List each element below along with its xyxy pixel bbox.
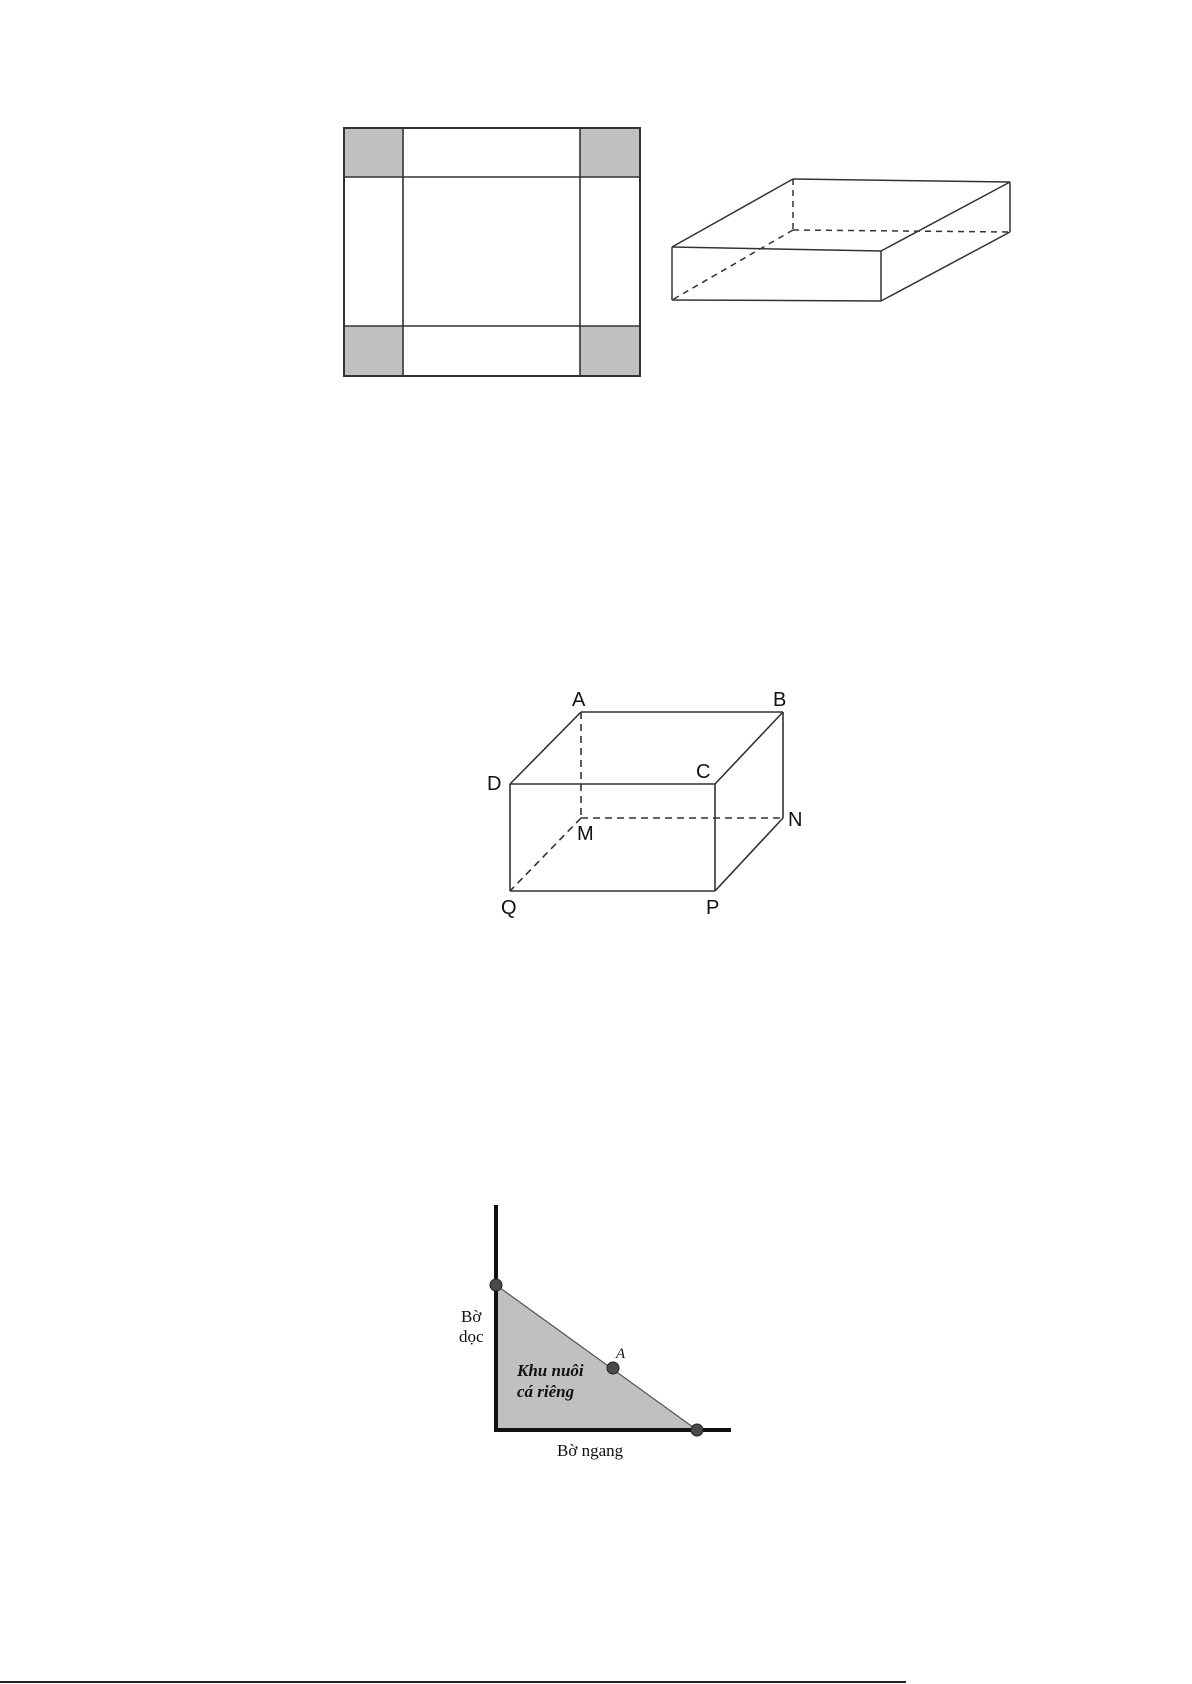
cardboard-sheet-figure bbox=[344, 128, 640, 376]
corner-square-bottom-left bbox=[344, 326, 403, 376]
box-edge bbox=[793, 179, 1010, 182]
fish-area-label-line1: Khu nuôi bbox=[517, 1361, 584, 1380]
vertex-label-D: D bbox=[487, 773, 502, 795]
vertex-label-B: B bbox=[773, 689, 787, 711]
corner-square-top-right bbox=[580, 128, 640, 177]
corner-square-top-left bbox=[344, 128, 403, 177]
point-A-label: A bbox=[616, 1346, 626, 1362]
vertex-label-A: A bbox=[572, 689, 586, 711]
edge-BC bbox=[715, 712, 783, 784]
rectangular-box-figure bbox=[510, 712, 783, 891]
vertex-label-Q: Q bbox=[501, 897, 517, 919]
box-hidden-edge bbox=[672, 230, 793, 300]
open-box-figure bbox=[672, 179, 1010, 301]
pond-corner-figure bbox=[490, 1205, 731, 1436]
box-edge bbox=[672, 247, 881, 251]
box-hidden-edge bbox=[793, 230, 1010, 232]
box-edge bbox=[881, 232, 1010, 301]
point-on-horizontal-bank bbox=[691, 1424, 703, 1436]
box-edge bbox=[881, 182, 1010, 251]
horizontal-bank-label: Bờ ngang bbox=[557, 1441, 624, 1460]
vertical-bank-label-line1: Bờ bbox=[461, 1307, 482, 1326]
fish-area-label-line2: cá riêng bbox=[517, 1382, 575, 1401]
point-on-vertical-bank bbox=[490, 1279, 502, 1291]
vertex-label-M: M bbox=[577, 823, 594, 845]
edge-AD bbox=[510, 712, 581, 784]
vertex-label-C: C bbox=[696, 761, 711, 783]
corner-square-bottom-right bbox=[580, 326, 640, 376]
edge-PN bbox=[715, 818, 783, 891]
vertex-label-P: P bbox=[706, 897, 720, 919]
point-A bbox=[607, 1362, 619, 1374]
vertical-bank-label-line2: dọc bbox=[459, 1327, 484, 1346]
hidden-edge-MQ bbox=[510, 818, 581, 891]
vertex-label-N: N bbox=[788, 809, 803, 831]
box-edge bbox=[672, 300, 881, 301]
box-edge bbox=[672, 179, 793, 247]
fish-area-triangle bbox=[496, 1285, 697, 1430]
